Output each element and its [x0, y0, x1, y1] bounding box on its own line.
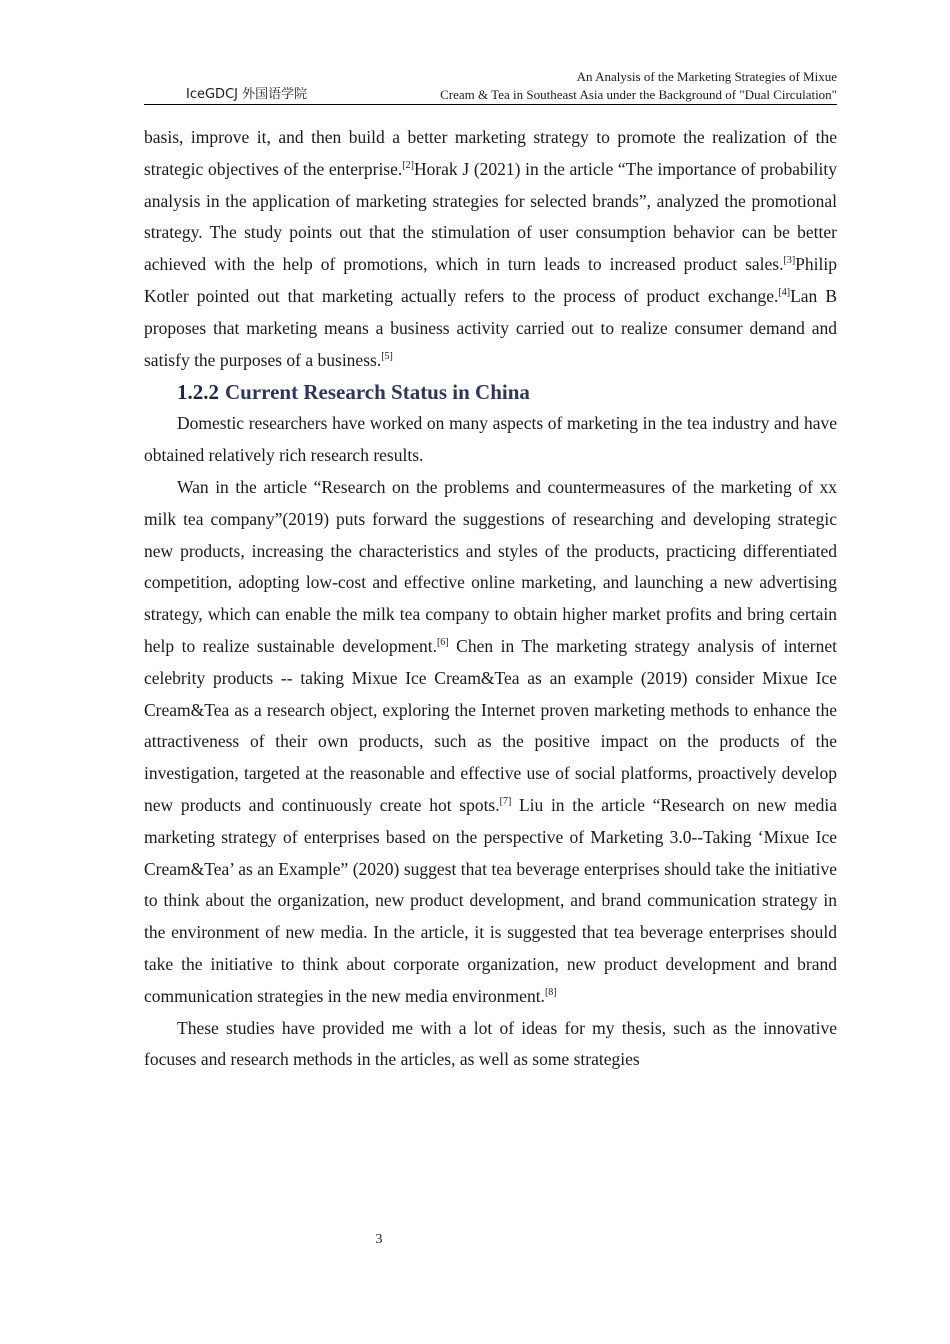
text-run: Lan B proposes that marketing means a business activity carried out to realize consumer demand and satisfy the purposes of a business. [144, 285, 837, 370]
text-run: basis, improve it, and then build a better marketing strategy to promote the realization of the strategic objectives of the enterprise. [144, 127, 837, 179]
running-header [144, 68, 837, 105]
text-run: Philip Kotler pointed out that marketing actually refers to the process of product exchange. [144, 254, 837, 306]
section-heading [177, 376, 837, 408]
paragraph-summary: These studies have provided me with a lot of ideas for my thesis, such as the innovative focuses and research methods in the articles, as well as some strategies [144, 1017, 837, 1070]
page-number: 3 [375, 1232, 383, 1247]
paragraph-foreign-research [144, 122, 837, 376]
text-run: Horak J (2021) in the article “The importance of probability analysis in the application of marketing strategies for selected brands”, analyzed the promotional strategy. The study points out that the stimulation of user consumption behavior can be better achieved with the help of promotions, which in turn leads to increased product sales. [144, 158, 837, 275]
text-run: Wan in the article “Research on the problems and countermeasures of the marketing of xx milk tea company”(2019) puts forward the suggestions of researching and developing strategic new products, increasing the characteristics and styles of the products, practicing differentiated competition, adopting low-cost and effective online marketing, and launching a new advertising strategy, which can enable the milk tea company to obtain higher market profits and bring certain help to realize sustainable development. [144, 476, 837, 656]
paragraph-domestic-intro: Domestic researchers have worked on many aspects of marketing in the tea industry and have obtained relatively rich research results. [144, 413, 837, 466]
section-number: 1.2.2 [177, 380, 219, 405]
citation-3: [3] [783, 255, 796, 267]
paragraph-domestic-studies [144, 472, 837, 1013]
header-title-line-2: Cream & Tea in Southeast Asia under the Background of "Dual Circulation" [440, 87, 837, 102]
header-thesis-title [440, 68, 837, 104]
section-title: Current Research Status in China [225, 380, 530, 405]
citation-4: [4] [778, 286, 791, 298]
citation-2: [2] [402, 159, 414, 171]
text-run: Chen in The marketing strategy analysis of internet celebrity products -- taking Mixue Ice Cream&Tea as an example (2019) consider Mixue Ice Cream&Tea as a research object, exploring the Internet proven marketing methods to enhance the attractiveness of their own products, such as the positive impact on the products of the investigation, targeted at the reasonable and effective use of social platforms, proactively develop new products and continuously create hot spots. [144, 635, 837, 815]
text-run: Liu in the article “Research on new media marketing strategy of enterprises based on the perspective of Marketing 3.0--Taking ‘Mixue Ice Cream&Tea’ as an Example” (2020) suggest that tea beverage enterprises should take the initiative to think about the organization, new product development, and brand communication strategy in the environment of new media. In the article, it is suggested that tea beverage enterprises should take the initiative to think about corporate organization, new product development and brand communication strategies in the new media environment. [144, 794, 837, 1006]
header-institution: IceGDCJ 外国语学院 [186, 87, 308, 102]
citation-7: [7] [499, 795, 512, 807]
header-title-line-1: An Analysis of the Marketing Strategies of Mixue [576, 69, 837, 84]
citation-5: [5] [381, 350, 393, 362]
citation-6: [6] [436, 636, 449, 648]
page-body [144, 122, 837, 1076]
citation-8: [8] [544, 986, 557, 998]
